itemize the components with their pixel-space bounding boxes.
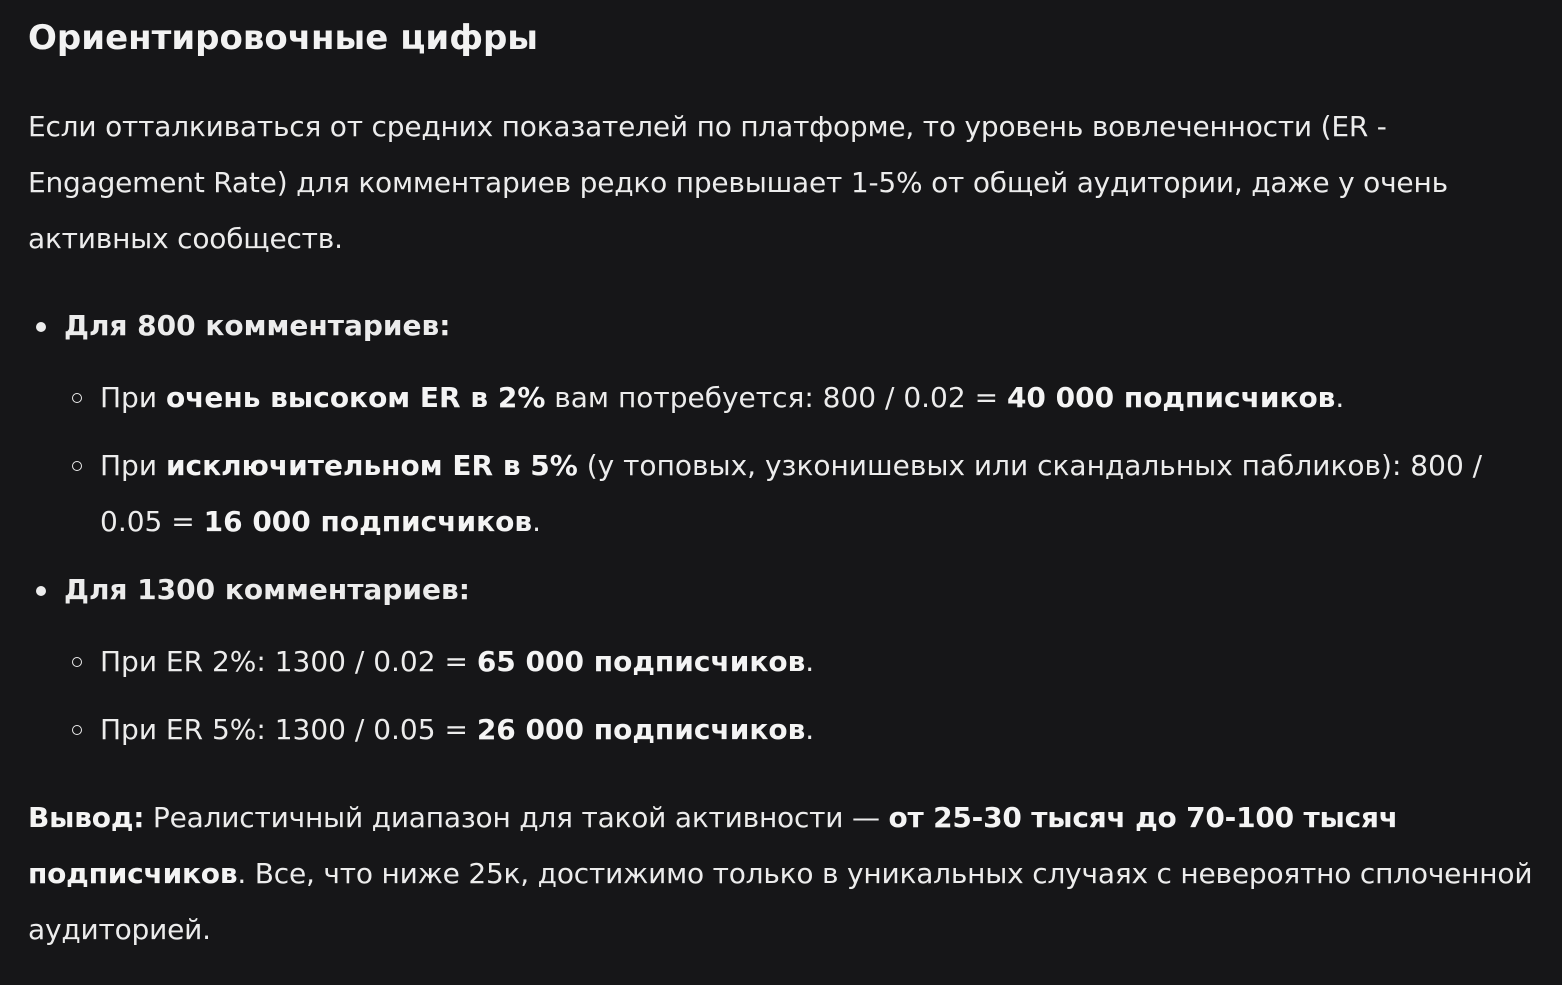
list-item [28,562,1538,618]
bullet-icon [36,322,46,332]
item-prefix: При ER 2%: 1300 / 0.02 = [100,645,477,678]
item-suffix: . [805,713,815,746]
item-text: (у топовых, узконишевых или скандальных пабликов): 800 / 0.05 = [100,449,1483,538]
conclusion-label: Вывод: [28,801,145,834]
sub-list-item [100,634,1520,690]
bullet-icon [36,586,46,596]
list-item-title: Для 800 комментариев: [64,309,451,342]
sub-list-item [100,370,1520,426]
item-prefix: При ER 5%: 1300 / 0.05 = [100,713,477,746]
bullet-list [28,298,1538,354]
circle-bullet-icon [72,393,82,403]
item-suffix: . [532,505,541,538]
list-item [28,298,1538,354]
item-result: 65 000 подписчиков [476,645,806,678]
item-prefix: При [100,381,166,414]
item-emphasis: очень высоком ER в 2% [165,381,546,414]
list-item-title: Для 1300 комментариев: [64,573,470,606]
conclusion-text: Реалистичный диапазон для такой активности — [144,801,889,834]
circle-bullet-icon [72,461,82,471]
sub-list-item [100,702,1520,758]
item-suffix: . [805,645,815,678]
item-text: вам потребуется: 800 / 0.02 = [545,381,1007,414]
conclusion-emphasis: от 25-30 тысяч до 70-100 тысяч подписчиков [28,801,1398,890]
conclusion-paragraph [28,790,1538,958]
conclusion-text-end: . Все, что ниже 25к, достижимо только в уникальных случаях с невероятно сплоченной аудиторией. [28,857,1533,946]
sub-list-item [100,438,1520,550]
bullet-list [28,562,1538,618]
item-suffix: . [1335,381,1345,414]
circle-bullet-icon [72,657,82,667]
circle-bullet-icon [72,725,82,735]
item-emphasis: исключительном ER в 5% [165,449,578,482]
item-result: 26 000 подписчиков [476,713,806,746]
item-result: 16 000 подписчиков [203,505,533,538]
intro-paragraph: Если отталкиваться от средних показателей по платформе, то уровень вовлеченности (ER - Engagement Rate) для комментариев редко превышает 1-5% от общей аудитории, даже у очень активных сообществ. [28,110,1448,255]
item-prefix: При [100,449,166,482]
item-result: 40 000 подписчиков [1006,381,1336,414]
section-heading: Ориентировочные цифры [28,18,539,58]
